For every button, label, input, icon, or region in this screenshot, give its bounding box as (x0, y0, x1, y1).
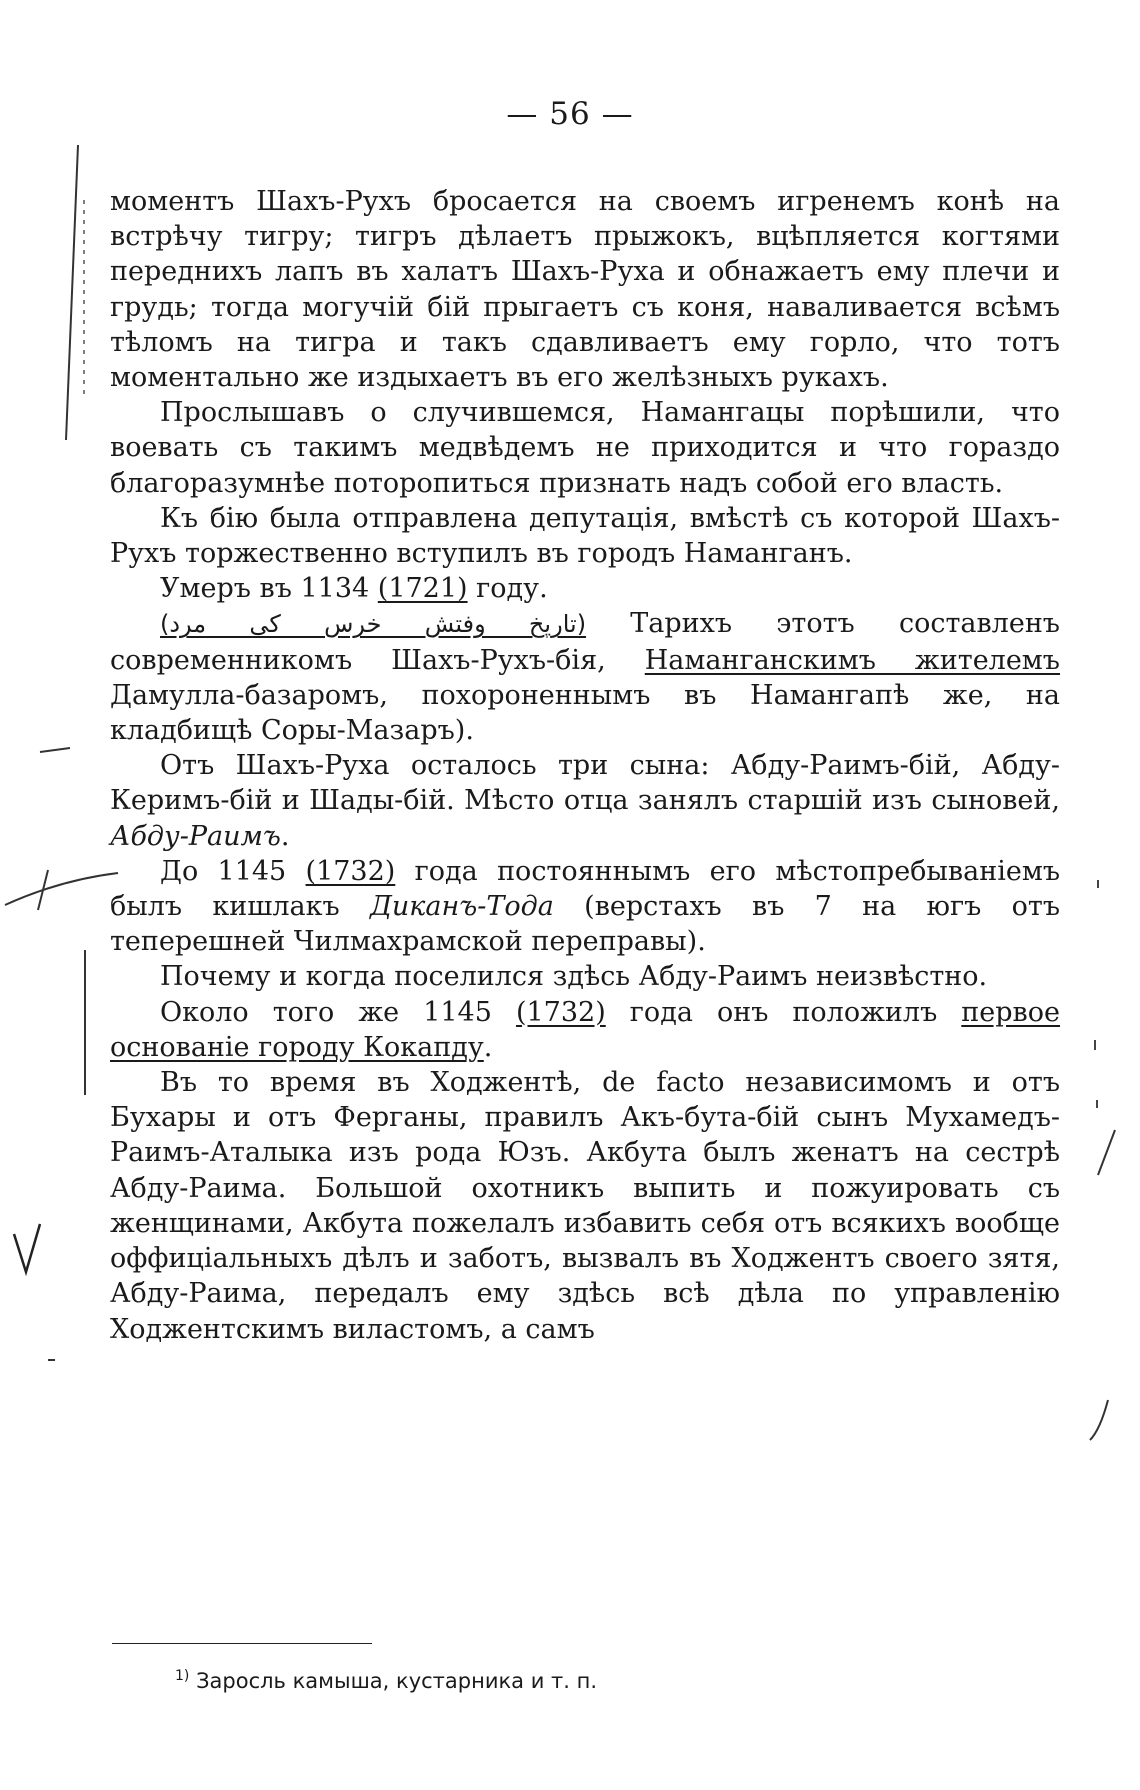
footnote (175, 1668, 975, 1693)
text-run: (1732) (305, 855, 396, 887)
paragraph (110, 995, 1060, 1065)
margin-slash-mark (1098, 1130, 1115, 1175)
text-run: Прослышавъ о случившемся, Намангацы порѣшили, что воевать съ такимъ медвѣдемъ не приходится и что гораздо благоразумнѣе поторопиться признать надъ собой его власть. (110, 397, 1060, 499)
page-number: — 56 — (506, 96, 634, 132)
italic-text: Диканъ-Тода (369, 891, 554, 923)
margin-bracket-mark (66, 145, 78, 440)
italic-text: Абду-Раимъ (110, 820, 281, 852)
paragraph (110, 184, 1060, 395)
paragraph (110, 1065, 1060, 1347)
paragraph (110, 571, 1060, 606)
paragraph (110, 501, 1060, 571)
text-run: (верстахъ въ 7 на югъ отъ теперешней Чилмахрамской переправы). (110, 891, 1061, 958)
text-run: . (280, 820, 290, 852)
text-run: Отъ Шахъ-Руха осталось три сына: Абду-Раимъ-бій, Абду-Керимъ-бій и Шады-бій. Мѣсто отца занялъ старшій изъ сыновей, (110, 750, 1060, 817)
footnote-text: Заросль камыша, кустарника и т. п. (196, 1669, 598, 1693)
text-run: Наманганскимъ жителемъ (644, 644, 1060, 676)
margin-dot-mark (1095, 880, 1098, 1108)
text-run: Къ бію была отправлена депутація, вмѣстѣ съ которой Шахъ-Рухъ торжественно вступилъ въ городъ Наманганъ. (110, 502, 1060, 570)
margin-slash-mark (38, 870, 48, 910)
text-run: моментъ Шахъ-Рухъ бросается на своемъ игренемъ конѣ на встрѣчу тигру; тигръ дѣлаетъ прыжокъ, вцѣпляется когтями переднихъ лапъ въ халатъ Шахъ-Руха и обнажаетъ ему плечи и грудь; тогда могучій бій прыгаетъ съ коня, наваливается всѣмъ тѣломъ на тигра и такъ сдавливаетъ ему горло, что тотъ моментально же издыхаетъ въ его желѣзныхъ рукахъ. (110, 186, 1060, 394)
text-run: Дамулла-базаромъ, похороненнымъ въ Намангапѣ же, на кладбищѣ Соры-Мазаръ). (110, 679, 1060, 747)
margin-check-mark (14, 1224, 40, 1272)
paragraph (110, 959, 1060, 994)
text-run: Тарихъ этотъ составленъ современникомъ Шахъ-Рухъ-бія, (110, 608, 1060, 676)
arabic-text: (تاریخ وفتش خرس کی مرد) (160, 610, 587, 639)
text-run: года онъ положилъ (605, 996, 962, 1028)
text-run: первое основаніе городу Кокапду (110, 996, 1060, 1063)
body-text (110, 184, 1060, 1347)
text-run: Умеръ въ 1134 (160, 573, 378, 605)
text-run: До 1145 (160, 855, 306, 887)
text-run: Почему и когда поселился здѣсь Абду-Раимъ неизвѣстно. (160, 961, 988, 993)
footnote-mark: 1) (175, 1668, 190, 1684)
paragraph (110, 748, 1060, 854)
text-run: (1721) (377, 573, 468, 605)
text-run: году. (467, 573, 548, 605)
paragraph (110, 395, 1060, 501)
text-run: Въ то время въ Ходжентѣ, de facto независимомъ и отъ Бухары и отъ Ферганы, правилъ Акъ-бута-бій сынъ Мухамедъ-Раимъ-Аталыка изъ рода Юзъ. Акбута былъ женатъ на сестрѣ Абду-Раима. Большой охотникъ выпить и пожуировать съ женщинами, Акбута пожелалъ избавить себя отъ всякихъ вообще оффиціальныхъ дѣлъ и заботъ, вызвалъ въ Ходжентъ своего зятя, Абду-Раима, передалъ ему здѣсь всѣ дѣла по управленію Ходжентскимъ виластомъ, а самъ (110, 1067, 1060, 1345)
text-run: года постояннымъ его мѣстопребываніемъ былъ кишлакъ (110, 855, 1061, 923)
paragraph (110, 606, 1060, 748)
text-run: (1732) (515, 996, 606, 1028)
text-run: Около того же 1145 (160, 996, 516, 1028)
margin-dash-mark (40, 748, 70, 752)
margin-slash-mark (5, 873, 118, 905)
paragraph (110, 854, 1060, 960)
text-run: . (483, 1031, 493, 1063)
footnote-divider (112, 1643, 372, 1644)
margin-slash-mark (1090, 1400, 1108, 1440)
